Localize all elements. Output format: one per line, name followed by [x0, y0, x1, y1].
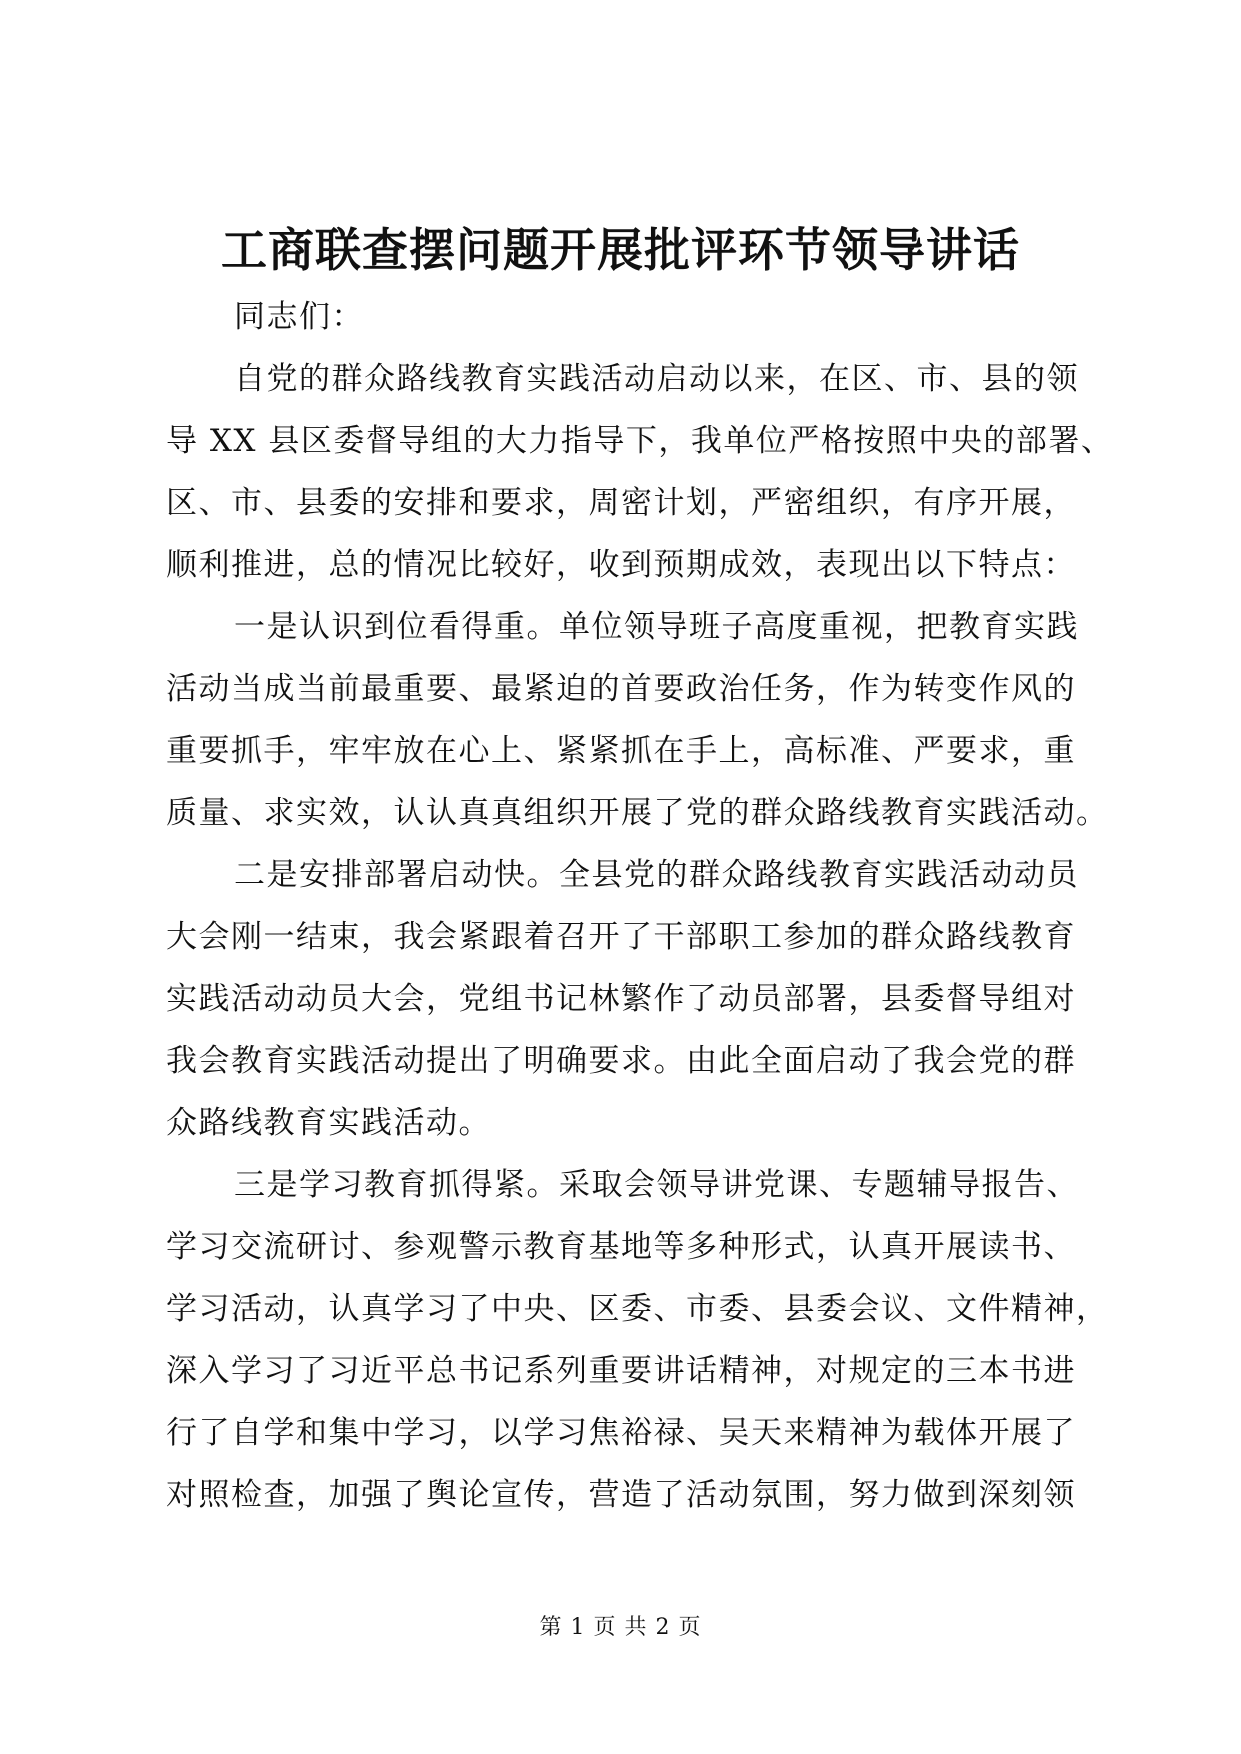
document-body	[166, 286, 1114, 1526]
body-line: 深入学习了习近平总书记系列重要讲话精神，对规定的三本书进	[166, 1353, 1076, 1389]
body-line: 自党的群众路线教育实践活动启动以来，在区、市、县的领	[234, 361, 1079, 397]
body-line: 质量、求实效，认认真真组织开展了党的群众路线教育实践活动。	[166, 795, 1109, 831]
body-line: 我会教育实践活动提出了明确要求。由此全面启动了我会党的群	[166, 1043, 1076, 1079]
body-line: 三是学习教育抓得紧。采取会领导讲党课、专题辅导报告、	[234, 1167, 1079, 1203]
body-line: 行了自学和集中学习，以学习焦裕禄、吴天来精神为载体开展了	[166, 1415, 1076, 1451]
body-line: 众路线教育实践活动。	[166, 1105, 491, 1141]
body-line: 二是安排部署启动快。全县党的群众路线教育实践活动动员	[234, 857, 1079, 893]
body-line: 学习活动，认真学习了中央、区委、市委、县委会议、文件精神，	[166, 1291, 1109, 1327]
document-title: 工商联查摆问题开展批评环节领导讲话	[221, 223, 1020, 277]
body-line: 顺利推进，总的情况比较好，收到预期成效，表现出以下特点：	[166, 547, 1076, 583]
body-line: 活动当成当前最重要、最紧迫的首要政治任务，作为转变作风的	[166, 671, 1076, 707]
body-line: 导 XX 县区委督导组的大力指导下，我单位严格按照中央的部署、	[166, 423, 1114, 459]
body-line: 区、市、县委的安排和要求，周密计划，严密组织，有序开展，	[166, 485, 1076, 521]
body-line: 对照检查，加强了舆论宣传，营造了活动氛围，努力做到深刻领	[166, 1477, 1076, 1513]
body-line: 实践活动动员大会，党组书记林繁作了动员部署，县委督导组对	[166, 981, 1076, 1017]
body-line: 大会刚一结束，我会紧跟着召开了干部职工参加的群众路线教育	[166, 919, 1076, 955]
body-line: 学习交流研讨、参观警示教育基地等多种形式，认真开展读书、	[166, 1229, 1076, 1265]
page-footer: 第 1 页 共 2 页	[539, 1615, 702, 1640]
body-line: 重要抓手，牢牢放在心上、紧紧抓在手上，高标准、严要求，重	[166, 733, 1076, 769]
salutation-line: 同志们：	[234, 299, 364, 335]
body-line: 一是认识到位看得重。单位领导班子高度重视，把教育实践	[234, 609, 1079, 645]
